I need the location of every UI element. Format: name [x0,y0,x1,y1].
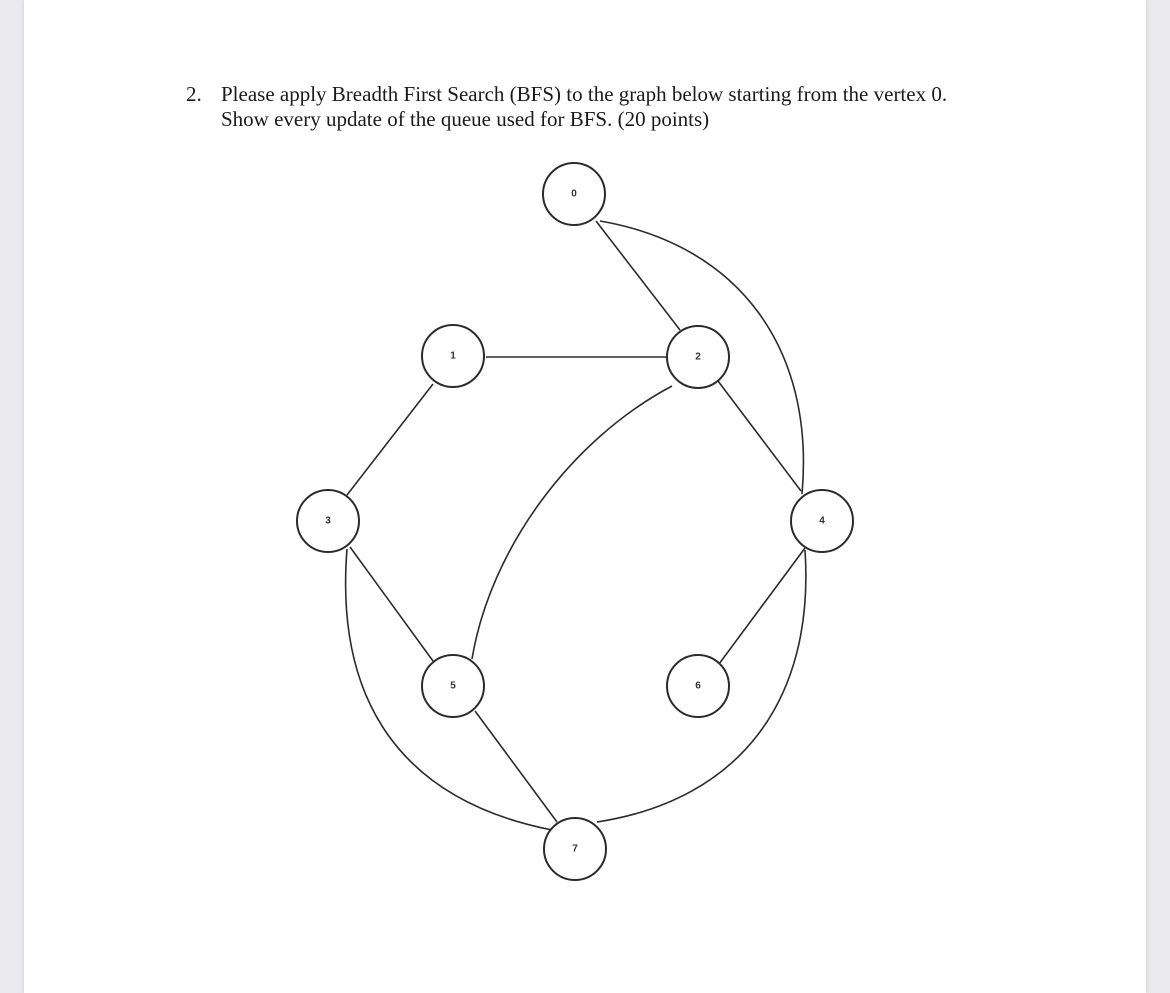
vertex-2 [667,326,729,388]
edge-3-5 [350,547,433,661]
vertex-4-label: 4 [819,515,825,527]
vertex-1-label: 1 [450,350,456,362]
vertex-5 [422,655,484,717]
edge-4-6 [719,548,805,664]
edge-2-5 [472,386,672,659]
vertex-4 [791,490,853,552]
vertex-6-label: 6 [695,680,701,692]
question-line-1: Please apply Breadth First Search (BFS) to the graph below starting from the vertex 0. [221,82,948,106]
vertex-7 [544,818,606,880]
vertex-0-label: 0 [571,188,577,200]
vertex-6 [667,655,729,717]
edge-0-2 [596,221,680,330]
vertex-3-label: 3 [325,515,331,527]
question-line-2: Show every update of the queue used for BFS. (20 points) [221,107,710,131]
edge-5-7 [475,711,557,822]
vertex-2-label: 2 [695,351,701,363]
vertex-7-label: 7 [572,843,578,855]
graph-edges [346,221,806,830]
edge-1-3 [347,384,433,495]
vertex-5-label: 5 [450,680,456,692]
question-number: 2. [186,82,202,106]
vertex-0 [543,163,605,225]
edge-2-4 [718,381,801,491]
vertex-1 [422,325,484,387]
vertex-3 [297,490,359,552]
